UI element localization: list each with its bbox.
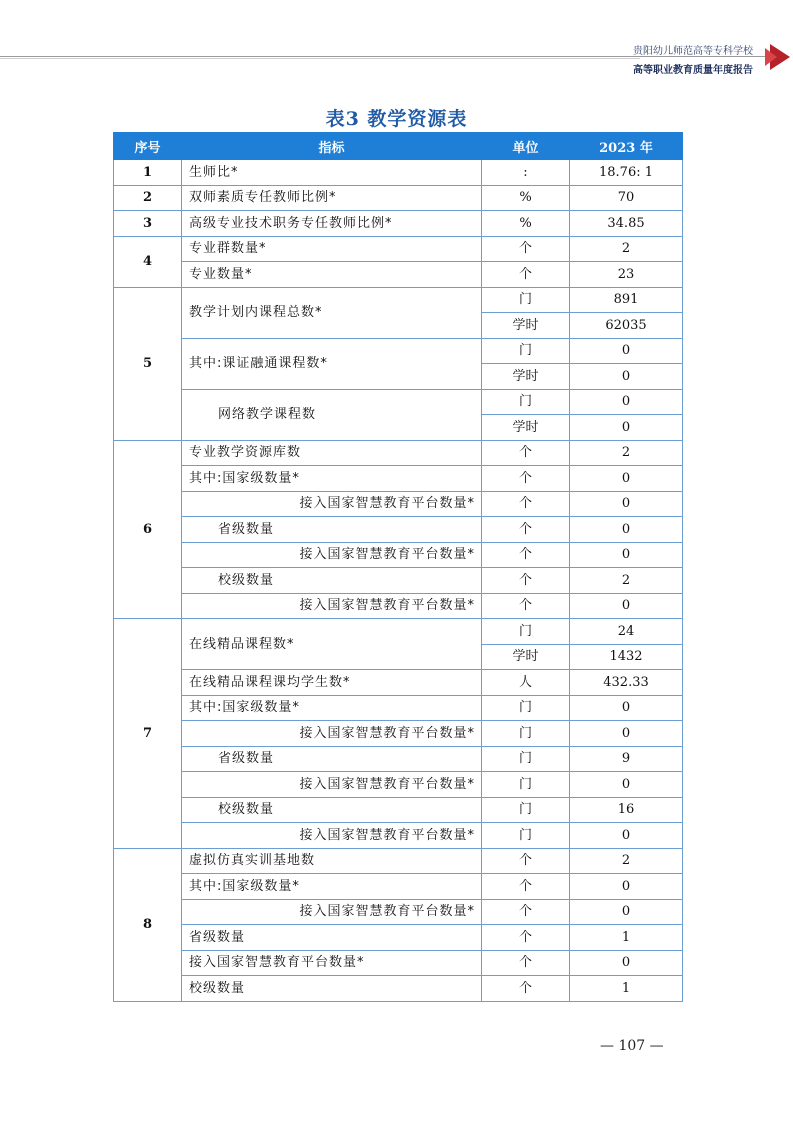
value-cell: 0 [570, 772, 683, 798]
value-cell: 0 [570, 364, 683, 390]
seq-cell: 1 [114, 160, 182, 186]
value-cell: 0 [570, 389, 683, 415]
unit-cell: 个 [482, 568, 570, 594]
unit-cell: 个 [482, 593, 570, 619]
value-cell: 0 [570, 721, 683, 747]
indicator-cell: 专业教学资源库数 [182, 440, 482, 466]
table-title: 表3 教学资源表 [325, 108, 468, 130]
unit-cell: 门 [482, 338, 570, 364]
value-cell: 0 [570, 466, 683, 492]
unit-cell: 学时 [482, 313, 570, 339]
indicator-cell: 其中:国家级数量* [182, 695, 482, 721]
indicator-cell: 接入国家智慧教育平台数量* [182, 950, 482, 976]
unit-cell: 门 [482, 695, 570, 721]
seq-cell: 3 [114, 211, 182, 237]
value-cell: 0 [570, 338, 683, 364]
value-cell: 70 [570, 185, 683, 211]
table-row [114, 389, 683, 415]
indicator-cell: 接入国家智慧教育平台数量* [182, 772, 482, 798]
table-row [114, 185, 683, 211]
col-header-seq: 序号 [114, 133, 182, 160]
value-cell: 16 [570, 797, 683, 823]
table-row [114, 211, 683, 237]
value-cell: 24 [570, 619, 683, 645]
table-row [114, 695, 683, 721]
unit-cell: 个 [482, 899, 570, 925]
table-row [114, 262, 683, 288]
table-row [114, 593, 683, 619]
indicator-cell: 虚拟仿真实训基地数 [182, 848, 482, 874]
table-row [114, 491, 683, 517]
value-cell: 1432 [570, 644, 683, 670]
value-cell: 0 [570, 874, 683, 900]
value-cell: 0 [570, 695, 683, 721]
value-cell: 23 [570, 262, 683, 288]
unit-cell: 门 [482, 287, 570, 313]
indicator-cell: 校级数量 [182, 797, 482, 823]
value-cell: 34.85 [570, 211, 683, 237]
header-report-title: 高等职业教育质量年度报告 [633, 65, 753, 76]
unit-cell: 个 [482, 542, 570, 568]
unit-cell: 人 [482, 670, 570, 696]
indicator-cell: 专业数量* [182, 262, 482, 288]
value-cell: 1 [570, 925, 683, 951]
unit-cell: 学时 [482, 415, 570, 441]
indicator-cell: 接入国家智慧教育平台数量* [182, 721, 482, 747]
indicator-cell: 校级数量 [182, 568, 482, 594]
value-cell: 0 [570, 950, 683, 976]
header-rule-secondary [0, 58, 640, 59]
indicator-cell: 省级数量 [182, 517, 482, 543]
unit-cell: 学时 [482, 644, 570, 670]
value-cell: 2 [570, 440, 683, 466]
table-row [114, 797, 683, 823]
unit-cell: 门 [482, 772, 570, 798]
table-row [114, 542, 683, 568]
value-cell: 9 [570, 746, 683, 772]
indicator-cell: 其中:国家级数量* [182, 466, 482, 492]
unit-cell: % [482, 185, 570, 211]
table-row [114, 338, 683, 364]
unit-cell: % [482, 211, 570, 237]
value-cell: 432.33 [570, 670, 683, 696]
unit-cell: 门 [482, 389, 570, 415]
unit-cell: 个 [482, 262, 570, 288]
table-row [114, 772, 683, 798]
indicator-cell: 教学计划内课程总数* [182, 287, 482, 338]
seq-cell: 8 [114, 848, 182, 1001]
table-row [114, 619, 683, 645]
unit-cell: 个 [482, 440, 570, 466]
unit-cell: 个 [482, 466, 570, 492]
table-row [114, 160, 683, 186]
header-school-name: 贵阳幼儿师范高等专科学校 [633, 46, 753, 57]
value-cell: 0 [570, 517, 683, 543]
col-header-indicator: 指标 [182, 133, 482, 160]
indicator-cell: 接入国家智慧教育平台数量* [182, 542, 482, 568]
value-cell: 0 [570, 415, 683, 441]
value-cell: 18.76: 1 [570, 160, 683, 186]
table-row [114, 823, 683, 849]
value-cell: 891 [570, 287, 683, 313]
indicator-cell: 在线精品课程数* [182, 619, 482, 670]
table-row [114, 976, 683, 1002]
unit-cell: 个 [482, 517, 570, 543]
unit-cell: 门 [482, 823, 570, 849]
value-cell: 2 [570, 236, 683, 262]
value-cell: 2 [570, 848, 683, 874]
indicator-cell: 网络教学课程数 [182, 389, 482, 440]
table-row [114, 848, 683, 874]
seq-cell: 7 [114, 619, 182, 849]
unit-cell: 门 [482, 797, 570, 823]
indicator-cell: 省级数量 [182, 746, 482, 772]
value-cell: 0 [570, 593, 683, 619]
col-header-year: 2023 年 [570, 133, 683, 160]
seq-cell: 2 [114, 185, 182, 211]
indicator-cell: 专业群数量* [182, 236, 482, 262]
indicator-cell: 接入国家智慧教育平台数量* [182, 491, 482, 517]
indicator-cell: 生师比* [182, 160, 482, 186]
col-header-unit: 单位 [482, 133, 570, 160]
unit-cell: 个 [482, 848, 570, 874]
indicator-cell: 接入国家智慧教育平台数量* [182, 823, 482, 849]
seq-cell: 6 [114, 440, 182, 619]
unit-cell: 个 [482, 874, 570, 900]
value-cell: 0 [570, 542, 683, 568]
value-cell: 0 [570, 899, 683, 925]
value-cell: 62035 [570, 313, 683, 339]
unit-cell: 门 [482, 721, 570, 747]
value-cell: 0 [570, 491, 683, 517]
unit-cell: 个 [482, 491, 570, 517]
table-row [114, 287, 683, 313]
unit-cell: 个 [482, 925, 570, 951]
unit-cell: 门 [482, 746, 570, 772]
value-cell: 1 [570, 976, 683, 1002]
table-header-row [114, 133, 683, 160]
table-row [114, 721, 683, 747]
table-row [114, 746, 683, 772]
seq-cell: 4 [114, 236, 182, 287]
table-row [114, 950, 683, 976]
indicator-cell: 在线精品课程课均学生数* [182, 670, 482, 696]
table-row [114, 670, 683, 696]
page-number: — 107 — [600, 1038, 664, 1054]
seq-cell: 5 [114, 287, 182, 440]
indicator-cell: 其中:课证融通课程数* [182, 338, 482, 389]
value-cell: 0 [570, 823, 683, 849]
indicator-cell: 其中:国家级数量* [182, 874, 482, 900]
indicator-cell: 接入国家智慧教育平台数量* [182, 593, 482, 619]
indicator-cell: 省级数量 [182, 925, 482, 951]
table-row [114, 440, 683, 466]
table-row [114, 568, 683, 594]
indicator-cell: 接入国家智慧教育平台数量* [182, 899, 482, 925]
unit-cell: 个 [482, 950, 570, 976]
indicator-cell: 校级数量 [182, 976, 482, 1002]
header-logo-mark-inner [765, 48, 777, 66]
value-cell: 2 [570, 568, 683, 594]
teaching-resources-table [113, 132, 683, 1002]
table-row [114, 874, 683, 900]
table-row [114, 899, 683, 925]
table-row [114, 236, 683, 262]
unit-cell: 个 [482, 976, 570, 1002]
table-row [114, 925, 683, 951]
unit-cell: 门 [482, 619, 570, 645]
table-row [114, 517, 683, 543]
unit-cell: 个 [482, 236, 570, 262]
indicator-cell: 高级专业技术职务专任教师比例* [182, 211, 482, 237]
unit-cell: 学时 [482, 364, 570, 390]
indicator-cell: 双师素质专任教师比例* [182, 185, 482, 211]
unit-cell: : [482, 160, 570, 186]
table-row [114, 466, 683, 492]
